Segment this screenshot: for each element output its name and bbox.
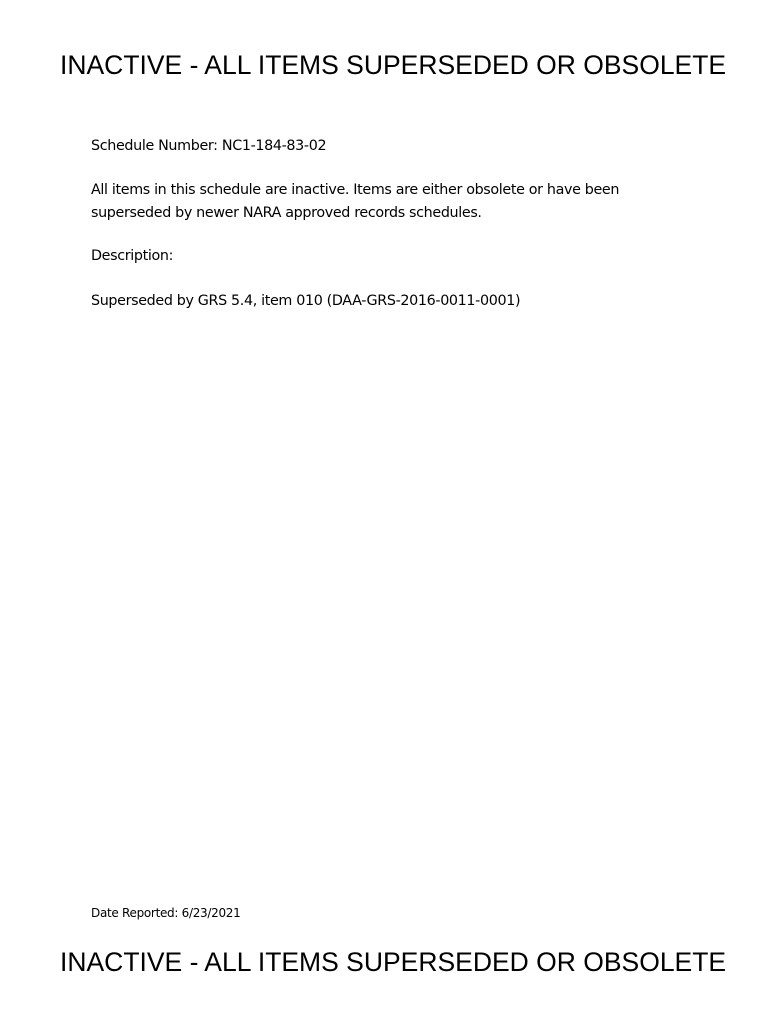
- schedule-number-line: [91, 135, 691, 158]
- date-reported-label: Date Reported:: [91, 906, 179, 920]
- date-reported-line: [91, 903, 240, 923]
- date-reported-value: 6/23/2021: [181, 906, 241, 920]
- top-inactive-banner: INACTIVE - ALL ITEMS SUPERSEDED OR OBSOLETE: [60, 50, 727, 80]
- schedule-number-value: NC1-184-83-02: [221, 138, 327, 154]
- bottom-inactive-banner: INACTIVE - ALL ITEMS SUPERSEDED OR OBSOLETE: [60, 947, 727, 977]
- description-text: Superseded by GRS 5.4, item 010 (DAA-GRS-2016-0011-0001): [91, 293, 521, 309]
- schedule-number-label: Schedule Number:: [91, 138, 218, 154]
- description-label: Description:: [91, 248, 174, 264]
- inactive-status-text: All items in this schedule are inactive. Items are either obsolete or have been superseded by newer NARA approved records schedules.: [91, 182, 620, 221]
